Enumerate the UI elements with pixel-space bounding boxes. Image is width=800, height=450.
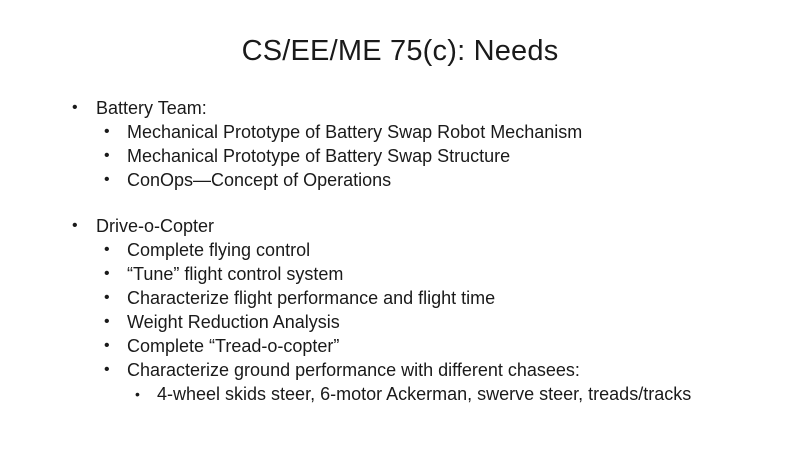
spacer	[72, 192, 772, 214]
bullet-text: Battery Team:	[96, 98, 207, 118]
sub-bullet	[72, 120, 772, 144]
bullet-text: Characterize ground performance with different chasees:	[127, 360, 580, 380]
bullet-text: Mechanical Prototype of Battery Swap Structure	[127, 146, 511, 166]
sub-bullet	[72, 286, 772, 310]
bullet-text: “Tune” flight control system	[127, 264, 344, 284]
bullet-dot-icon: •	[135, 386, 140, 402]
bullet-dot-icon: •	[104, 171, 110, 188]
bullet-dot-icon: •	[104, 337, 110, 354]
sub-bullet	[72, 358, 772, 382]
bullet-dot-icon: •	[104, 123, 110, 140]
sub-bullet	[72, 144, 772, 168]
bullet-dot-icon: •	[104, 241, 110, 258]
sub-bullet	[72, 310, 772, 334]
slide-title: CS/EE/ME 75(c): Needs	[241, 35, 559, 67]
sub-bullet	[72, 262, 772, 286]
bullet-dot-icon: •	[104, 313, 110, 330]
bullet-text: Characterize flight performance and flight time	[127, 288, 496, 308]
bullet-text: Weight Reduction Analysis	[127, 312, 340, 332]
bullet-text: 4-wheel skids steer, 6-motor Ackerman, swerve steer, treads/tracks	[157, 384, 692, 404]
sub-bullet	[72, 238, 772, 262]
bullet-drive-o-copter	[72, 214, 772, 238]
bullet-text: Complete flying control	[127, 240, 311, 260]
bullet-dot-icon: •	[72, 217, 78, 234]
bullet-dot-icon: •	[104, 265, 110, 282]
slide-body	[72, 96, 772, 406]
bullet-text: Drive-o-Copter	[96, 216, 215, 236]
bullet-text: Complete “Tread-o-copter”	[127, 336, 340, 356]
bullet-dot-icon: •	[104, 147, 110, 164]
bullet-text: Mechanical Prototype of Battery Swap Robot Mechanism	[127, 122, 583, 142]
bullet-dot-icon: •	[72, 99, 78, 116]
bullet-dot-icon: •	[104, 289, 110, 306]
bullet-text: ConOps—Concept of Operations	[127, 170, 392, 190]
bullet-battery-team	[72, 96, 772, 120]
bullet-dot-icon: •	[104, 361, 110, 378]
sub-bullet	[72, 168, 772, 192]
sub-bullet	[72, 334, 772, 358]
sub-sub-bullet	[72, 382, 772, 406]
